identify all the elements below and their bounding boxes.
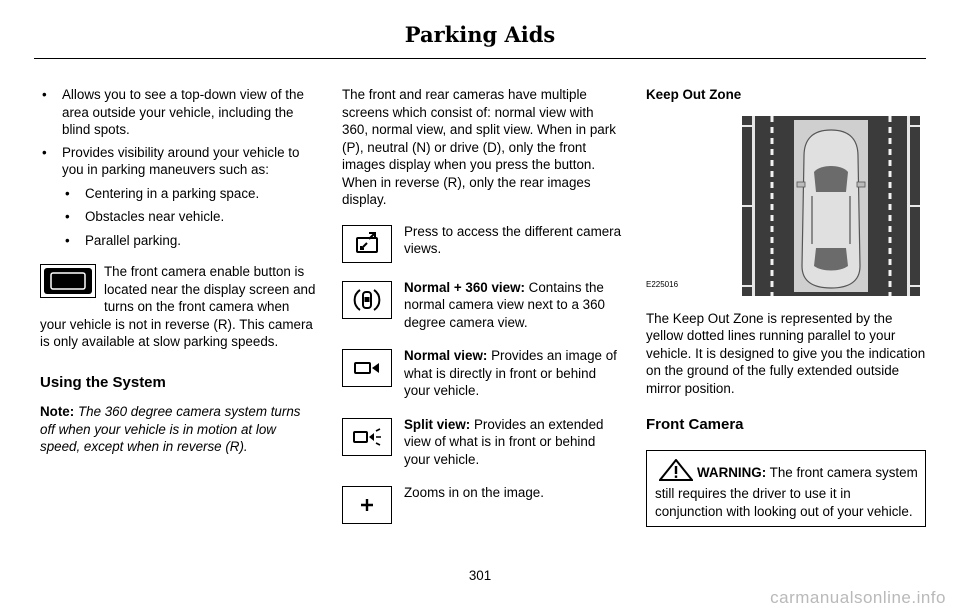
option-text: Split view: Provides an extended view of what is in front or behind your vehicle. — [404, 416, 604, 467]
camera-option-row — [342, 347, 622, 400]
camera-360-icon — [342, 281, 392, 319]
header-rule — [34, 58, 926, 59]
option-text: Zooms in on the image. — [404, 485, 544, 500]
note-text: The 360 degree camera system turns off when your vehicle is in motion at low speed, except when in reverse (R). — [40, 404, 301, 454]
front-camera-enable-para — [40, 263, 317, 351]
section-heading: Keep Out Zone — [646, 87, 742, 102]
section-heading: Front Camera — [646, 416, 744, 433]
camera-option-row — [342, 279, 622, 332]
page-number: 301 — [468, 568, 492, 583]
front-camera-button-icon — [40, 264, 96, 298]
camera-option-row — [342, 484, 622, 528]
warning-text: The front camera system still requires the driver to use it in conjunction with looking out of your vehicle. — [655, 464, 918, 519]
note — [40, 403, 317, 456]
list-item: • Centering in a parking space. — [40, 185, 317, 203]
option-text: Normal view: Provides an image of what is directly in front or behind your vehicle. — [404, 348, 617, 398]
parked-car-illustration — [742, 116, 920, 296]
maneuver-list — [40, 185, 317, 250]
list-item: • Obstacles near vehicle. — [40, 208, 317, 226]
column-left — [40, 86, 317, 456]
note-label: Note: — [40, 404, 75, 419]
column-right — [646, 86, 926, 527]
keep-out-zone-figure — [646, 116, 922, 296]
warning-icon — [659, 459, 693, 486]
camera-intro: The front and rear cameras have multiple screens which consist of: normal view with 360, normal view, and split view. When in park (P), neutral (N) or drive (D), only the front images display when you press the button. When in reverse (R), only the rear images display. — [342, 87, 616, 207]
camera-split-icon — [342, 418, 392, 456]
column-middle — [342, 86, 622, 528]
warning-box — [646, 450, 926, 528]
list-item: • Parallel parking. — [40, 232, 317, 250]
camera-views-icon — [342, 225, 392, 263]
option-text: Normal + 360 view: Contains the normal camera view next to a 360 degree camera view. — [404, 279, 605, 330]
camera-option-row — [342, 223, 622, 267]
list-item: • Allows you to see a top-down view of the area outside your vehicle, including the blind spots. — [40, 86, 317, 139]
section-heading: Using the System — [40, 373, 166, 391]
camera-normal-icon — [342, 349, 392, 387]
list-item: • Provides visibility around your vehicle to you in parking maneuvers such as: — [40, 144, 317, 179]
watermark: carmanualsonline.info — [770, 588, 946, 607]
keep-out-zone-description: The Keep Out Zone is represented by the yellow dotted lines running parallel to your vehicle. It is designed to give you the indication on the ground of the fully extended outside mirror position. — [646, 310, 926, 396]
option-text: Press to access the different camera views. — [404, 223, 622, 256]
warning-label: WARNING: — [697, 464, 767, 480]
camera-option-row — [342, 416, 622, 469]
feature-list — [40, 86, 317, 179]
zoom-plus-icon — [342, 486, 392, 524]
front-camera-enable-text: The front camera enable button is located near the display screen and turns on the front camera when your vehicle is not in reverse (R). This camera is only available at slow parking speeds. — [40, 264, 316, 349]
page-title: Parking Aids — [404, 22, 556, 47]
figure-id: E225016 — [646, 280, 679, 289]
